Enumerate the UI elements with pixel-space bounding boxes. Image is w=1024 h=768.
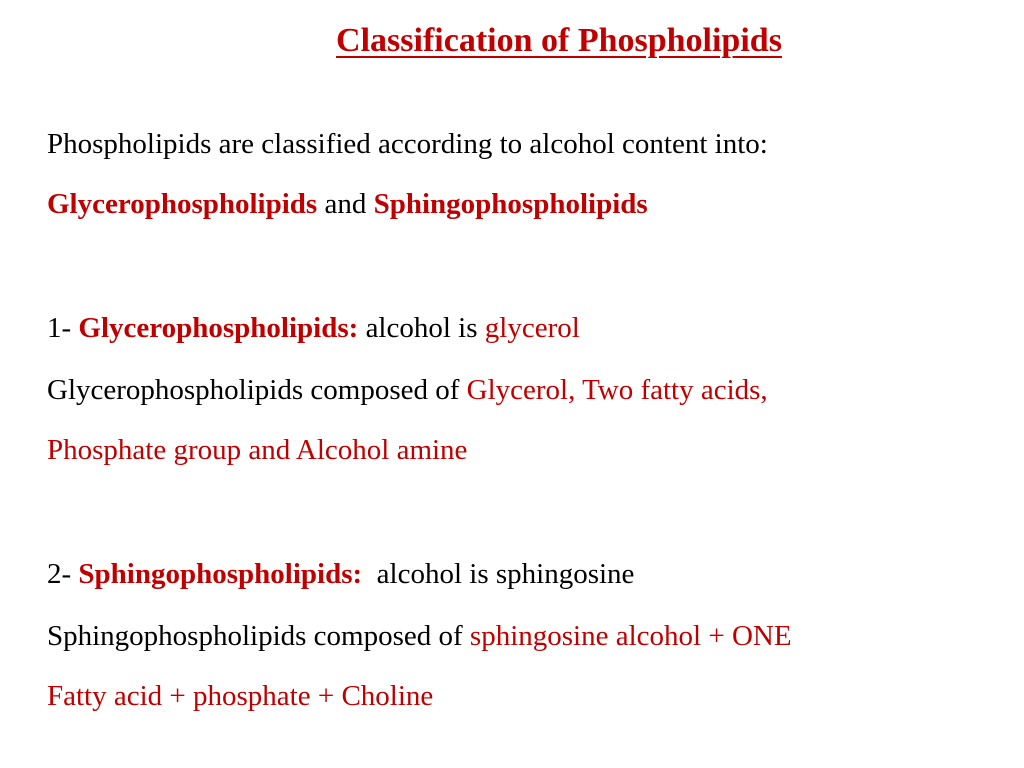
intro-text: Phospholipids are classified according to alcohol content into: <box>47 128 768 160</box>
section2-composition-prefix: Sphingophospholipids composed of <box>47 620 470 652</box>
section1-composition-continued <box>47 432 467 468</box>
section2-composition-line <box>47 618 792 654</box>
section1-composition-part1: Glycerol, Two fatty acids, <box>466 374 768 406</box>
type-glycerophospholipids: Glycerophospholipids <box>47 188 318 220</box>
intro-line <box>47 126 768 162</box>
section2-heading-line <box>47 556 634 592</box>
section2-composition-continued <box>47 678 433 714</box>
section1-composition-line <box>47 372 768 408</box>
section2-composition-part1: sphingosine alcohol + ONE <box>469 620 792 652</box>
section1-alcohol-prefix: alcohol is <box>358 312 485 344</box>
type-sphingophospholipids: Sphingophospholipids <box>373 188 648 220</box>
section2-alcohol-text: alcohol is sphingosine <box>362 558 635 590</box>
section2-composition-part2: Fatty acid + phosphate + Choline <box>47 680 434 712</box>
section1-heading-line <box>47 310 580 346</box>
section2-heading: Sphingophospholipids: <box>78 558 363 590</box>
section1-number: 1- <box>47 312 79 344</box>
section1-composition-prefix: Glycerophospholipids composed of <box>47 374 467 406</box>
section1-alcohol: glycerol <box>484 312 580 344</box>
type-conjunction: and <box>317 188 374 220</box>
section2-number: 2- <box>47 558 79 590</box>
section1-heading: Glycerophospholipids: <box>78 312 359 344</box>
section1-composition-part2: Phosphate group and Alcohol amine <box>47 434 468 466</box>
slide-title: Classification of Phospholipids <box>336 22 782 59</box>
intro-types-line <box>47 186 648 222</box>
